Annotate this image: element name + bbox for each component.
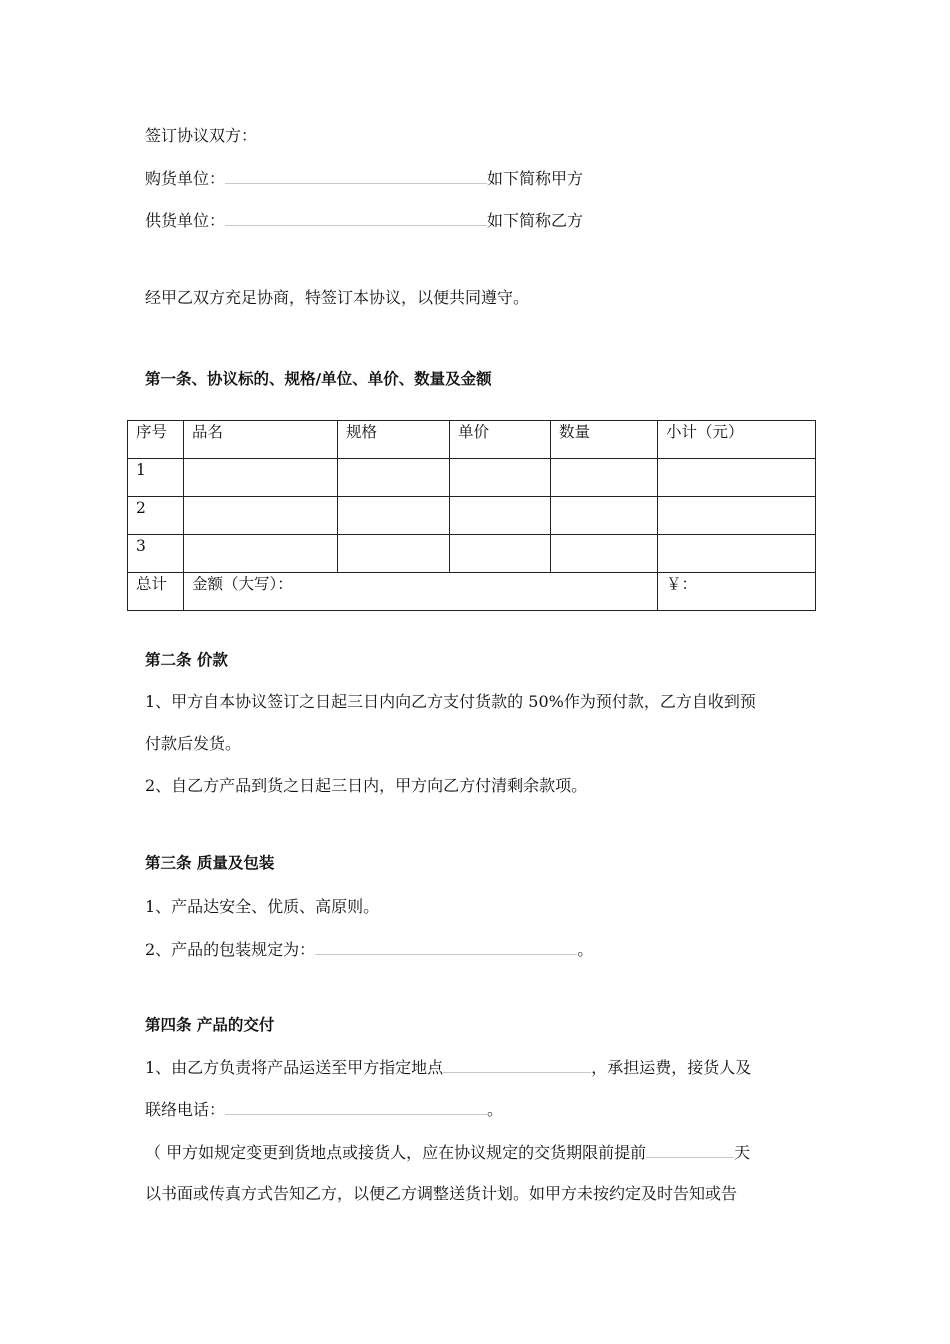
contact-phone-suffix: 。 xyxy=(487,1100,504,1119)
note-days-suffix: 天 xyxy=(734,1143,751,1162)
cell-name[interactable] xyxy=(184,497,338,535)
packaging-label: 2、产品的包装规定为： xyxy=(145,940,316,959)
article3-item1: 1、产品达安全、优质、高原则。 xyxy=(145,897,380,916)
col-header-price: 单价 xyxy=(450,421,551,459)
seller-blank[interactable] xyxy=(225,210,487,226)
col-header-spec: 规格 xyxy=(338,421,450,459)
buyer-suffix: 如下简称甲方 xyxy=(487,169,584,188)
col-header-qty: 数量 xyxy=(551,421,658,459)
notice-days-blank[interactable] xyxy=(646,1142,734,1158)
article4-note-line2: 以书面或传真方式告知乙方，以便乙方调整送货计划。如甲方未按约定及时告知或告 xyxy=(145,1184,738,1203)
seller-suffix: 如下简称乙方 xyxy=(487,211,584,230)
table-total-row xyxy=(128,573,816,611)
col-header-index: 序号 xyxy=(128,421,184,459)
article4-item1 xyxy=(145,1057,751,1078)
article2-item1-line1: 1、甲方自本协议签订之日起三日内向乙方支付货款的 50%作为预付款，乙方自收到预 xyxy=(145,692,756,711)
delivery-suffix: ，承担运费，接货人及 xyxy=(591,1058,752,1077)
note-text: （ 甲方如规定变更到货地点或接货人，应在协议规定的交货期限前提前 xyxy=(145,1143,647,1162)
article4-note-line1 xyxy=(145,1142,750,1163)
table-row xyxy=(128,459,816,497)
article2-title: 第二条 价款 xyxy=(145,651,228,669)
amount-words-cell[interactable]: 金额（大写）： xyxy=(184,573,658,611)
buyer-blank[interactable] xyxy=(225,168,487,184)
packaging-blank[interactable] xyxy=(315,939,577,955)
parties-title: 签订协议双方： xyxy=(145,126,258,145)
cell-price[interactable] xyxy=(450,535,551,573)
cell-price[interactable] xyxy=(450,459,551,497)
row-index: 3 xyxy=(128,535,184,573)
cell-subtotal[interactable] xyxy=(658,535,816,573)
delivery-location-blank[interactable] xyxy=(443,1057,591,1073)
cell-qty[interactable] xyxy=(551,535,658,573)
amount-number-cell[interactable]: ￥： xyxy=(658,573,816,611)
contact-phone-label: 联络电话： xyxy=(145,1100,226,1119)
row-index: 2 xyxy=(128,497,184,535)
items-table xyxy=(127,420,816,611)
article3-item2 xyxy=(145,939,593,960)
intro-text: 经甲乙双方充足协商，特签订本协议，以便共同遵守。 xyxy=(145,288,530,307)
cell-name[interactable] xyxy=(184,535,338,573)
table-row xyxy=(128,497,816,535)
contact-phone-blank[interactable] xyxy=(225,1099,487,1115)
packaging-suffix: 。 xyxy=(577,940,594,959)
article2-item1-line2: 付款后发货。 xyxy=(145,734,242,753)
col-header-subtotal: 小计（元） xyxy=(658,421,816,459)
article3-title: 第三条 质量及包装 xyxy=(145,854,275,872)
cell-spec[interactable] xyxy=(338,459,450,497)
seller-label: 供货单位： xyxy=(145,211,226,230)
article4-item1-line2 xyxy=(145,1099,503,1120)
seller-line xyxy=(145,210,583,231)
cell-qty[interactable] xyxy=(551,497,658,535)
cell-spec[interactable] xyxy=(338,497,450,535)
article1-title: 第一条、协议标的、规格/单位、单价、数量及金额 xyxy=(145,370,492,388)
cell-subtotal[interactable] xyxy=(658,459,816,497)
table-row xyxy=(128,535,816,573)
cell-spec[interactable] xyxy=(338,535,450,573)
row-index: 1 xyxy=(128,459,184,497)
cell-price[interactable] xyxy=(450,497,551,535)
delivery-label: 1、由乙方负责将产品运送至甲方指定地点 xyxy=(145,1058,444,1077)
cell-subtotal[interactable] xyxy=(658,497,816,535)
col-header-name: 品名 xyxy=(184,421,338,459)
article4-title: 第四条 产品的交付 xyxy=(145,1016,275,1034)
total-label: 总计 xyxy=(128,573,184,611)
buyer-label: 购货单位： xyxy=(145,169,226,188)
buyer-line xyxy=(145,168,583,189)
table-header-row xyxy=(128,421,816,459)
article2-item2: 2、自乙方产品到货之日起三日内，甲方向乙方付清剩余款项。 xyxy=(145,776,588,795)
cell-name[interactable] xyxy=(184,459,338,497)
cell-qty[interactable] xyxy=(551,459,658,497)
